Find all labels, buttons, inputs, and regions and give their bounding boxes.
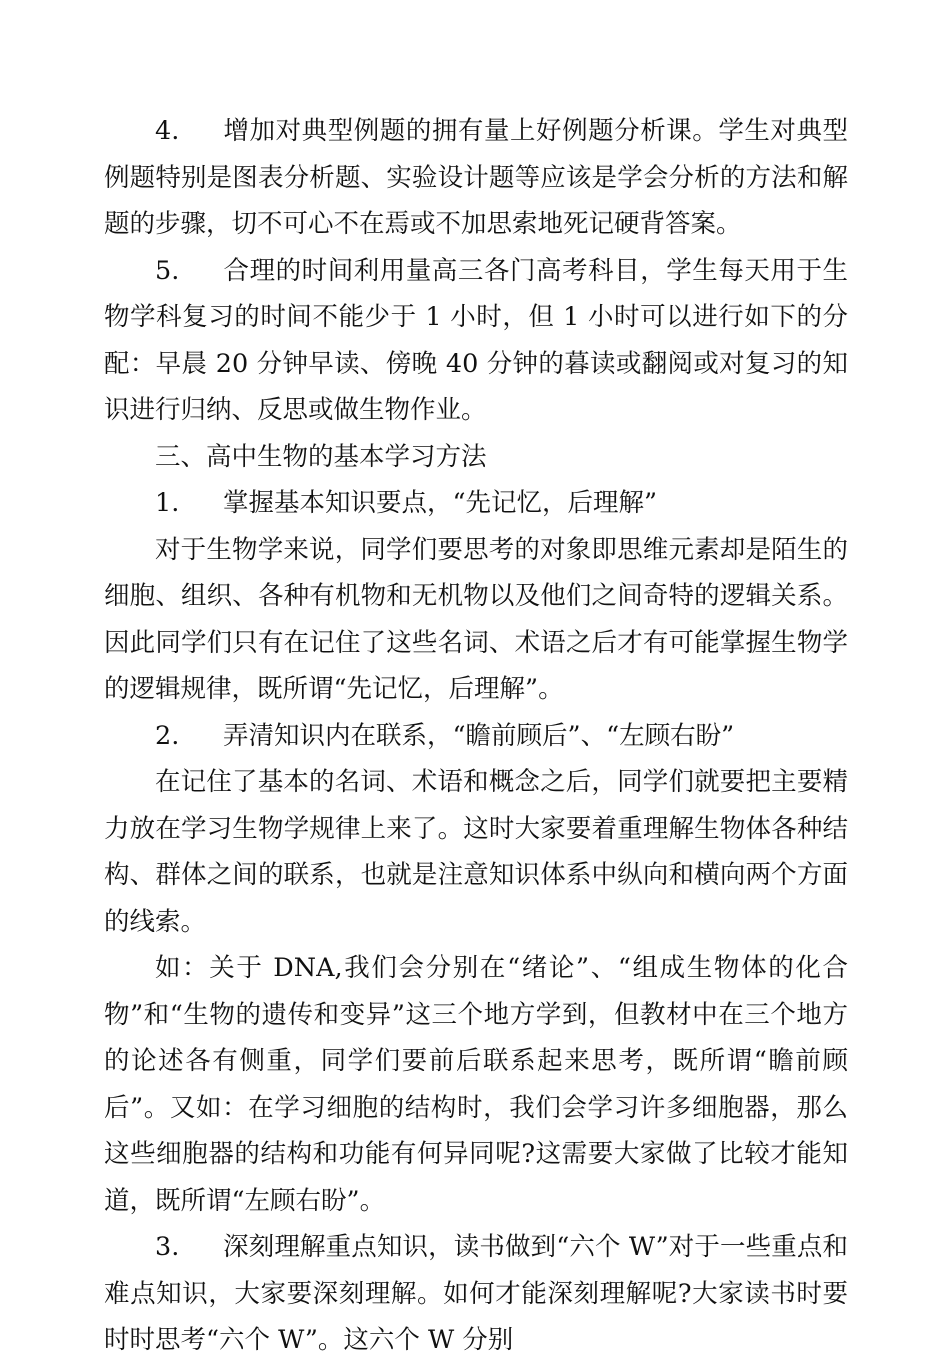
paragraph-number: 4. (155, 116, 180, 146)
paragraph-number: 5. (155, 255, 180, 286)
paragraph-number: 1. (155, 488, 180, 518)
paragraph-item-5 (104, 248, 848, 434)
paragraph-item-4 (104, 108, 848, 248)
paragraph-text: 如：关于 DNA,我们会分别在“绪论”、“组成生物体的化合物”和“生物的遗传和变异”这三个地方学到，但教材中在三个地方的论述各有侧重，同学们要前后联系起来思考，既所谓“瞻前顾后”。又如：在学习细胞的结构时，我们会学习许多细胞器，那么这些细胞器的结构和功能有何异同呢?这需要大家做了比较才能知道，既所谓“左顾右盼”。 (104, 953, 848, 1216)
method-1-body (104, 527, 848, 713)
paragraph-text: 深刻理解重点知识，读书做到“六个 W”对于一些重点和难点知识，大家要深刻理解。如何才能深刻理解呢?大家读书时要时时思考“六个 W”。这六个 W 分别 (104, 1232, 848, 1355)
section-heading-text: 三、高中生物的基本学习方法 (155, 441, 487, 472)
paragraph-text: 掌握基本知识要点，“先记忆，后理解” (223, 488, 658, 518)
method-2-body (104, 759, 848, 945)
method-2-heading (104, 713, 848, 760)
paragraph-text: 合理的时间利用量高三各门高考科目，学生每天用于生物学科复习的时间不能少于 1 小时，但 1 小时可以进行如下的分配：早晨 20 分钟早读、傍晚 40 分钟的暮读或翻阅或对复习的知识进行归纳、反思或做生物作业。 (104, 255, 848, 425)
document-body (104, 108, 848, 1364)
paragraph-number: 2. (155, 720, 180, 751)
paragraph-text: 弄清知识内在联系，“瞻前顾后”、“左顾右盼” (223, 720, 735, 751)
paragraph-number: 3. (155, 1232, 180, 1262)
paragraph-text: 在记住了基本的名词、术语和概念之后，同学们就要把主要精力放在学习生物学规律上来了。这时大家要着重理解生物体各种结构、群体之间的联系，也就是注意知识体系中纵向和横向两个方面的线索。 (104, 767, 848, 937)
method-1-heading (104, 480, 848, 527)
method-3-heading (104, 1224, 848, 1364)
paragraph-text: 对于生物学来说，同学们要思考的对象即思维元素却是陌生的细胞、组织、各种有机物和无机物以及他们之间奇特的逻辑关系。因此同学们只有在记住了这些名词、术语之后才有可能掌握生物学的逻辑规律，既所谓“先记忆，后理解”。 (104, 534, 848, 704)
section-heading (104, 434, 848, 481)
paragraph-text: 增加对典型例题的拥有量上好例题分析课。学生对典型例题特别是图表分析题、实验设计题等应该是学会分析的方法和解题的步骤，切不可心不在焉或不加思索地死记硬背答案。 (104, 116, 848, 239)
method-2-example (104, 945, 848, 1224)
